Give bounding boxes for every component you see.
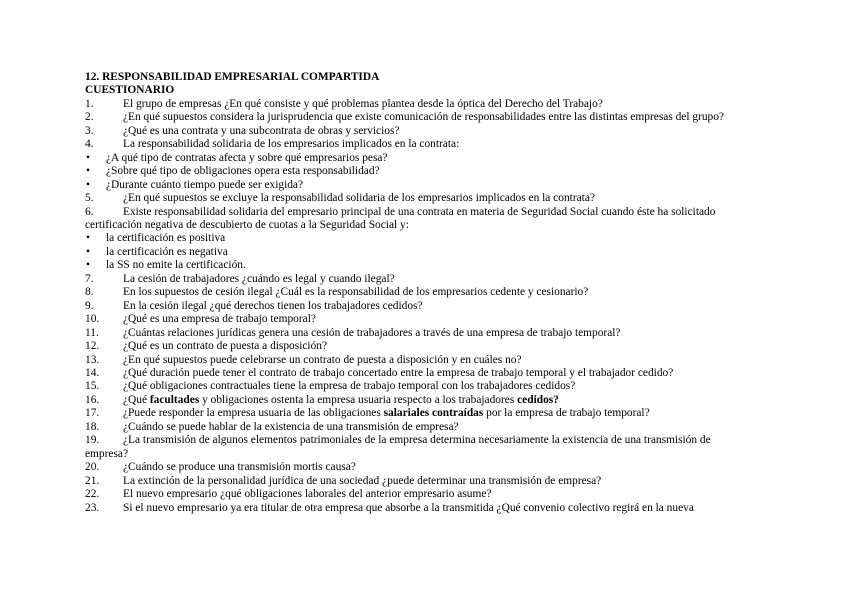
question-1 bbox=[85, 98, 765, 111]
bullet-item bbox=[85, 152, 765, 165]
bullet-text: ¿Durante cuánto tiempo puede ser exigida? bbox=[106, 178, 304, 191]
bullet-item bbox=[85, 165, 765, 178]
question-text: ¿Qué es una contrata y una subcontrata de obras y servicios? bbox=[123, 124, 400, 137]
text-segment: y obligaciones ostenta la empresa usuaria respecto a los trabajadores bbox=[199, 393, 518, 406]
question-text: Si el nuevo empresario ya era titular de otra empresa que absorbe a la transmitida ¿Qué convenio colectivo regirá en la nueva bbox=[123, 501, 694, 514]
text-segment: ¿Puede responder la empresa usuaria de las obligaciones bbox=[123, 407, 384, 420]
question-number: 13. bbox=[85, 353, 100, 366]
question-8 bbox=[85, 286, 765, 299]
question-text: empresa? bbox=[85, 447, 129, 460]
question-3 bbox=[85, 125, 765, 138]
question-number: 12. bbox=[85, 340, 100, 353]
question-text: En los supuestos de cesión ilegal ¿Cuál es la responsabilidad de los empresarios cedente y cesionario? bbox=[123, 286, 589, 299]
bullet-icon: • bbox=[86, 151, 90, 164]
question-9 bbox=[85, 300, 765, 313]
question-18 bbox=[85, 421, 765, 434]
section-heading: 12. RESPONSABILIDAD EMPRESARIAL COMPARTIDA bbox=[85, 71, 380, 83]
question-text: ¿La transmisión de algunos elementos patrimoniales de la empresa determina necesariamente la existencia de una transmisión de bbox=[123, 434, 711, 447]
question-number: 4. bbox=[85, 138, 94, 151]
question-number: 11. bbox=[85, 326, 99, 339]
question-number: 21. bbox=[85, 474, 100, 487]
question-text: ¿Cuándo se puede hablar de la existencia de una transmisión de empresa? bbox=[123, 420, 459, 433]
question-text: ¿En qué supuestos puede celebrarse un contrato de puesta a disposición y en cuáles no? bbox=[123, 353, 522, 366]
question-text bbox=[123, 394, 765, 407]
bullet-text: ¿Sobre qué tipo de obligaciones opera esta responsabilidad? bbox=[106, 165, 380, 178]
question-21 bbox=[85, 475, 765, 488]
question-6 bbox=[85, 206, 765, 219]
question-text: ¿Qué es un contrato de puesta a disposición? bbox=[123, 340, 328, 353]
question-number: 10. bbox=[85, 313, 100, 326]
question-19 bbox=[85, 434, 765, 447]
question-15 bbox=[85, 380, 765, 393]
question-number: 3. bbox=[85, 124, 94, 137]
question-20 bbox=[85, 461, 765, 474]
bold-text: cedidos? bbox=[517, 393, 559, 406]
question-14 bbox=[85, 367, 765, 380]
bold-text: salariales contraídas bbox=[383, 407, 484, 420]
question-text: ¿En qué supuestos considera la jurisprudencia que existe comunicación de responsabilidades entre las distintas empresas del grupo? bbox=[123, 111, 724, 124]
question-text: ¿Qué obligaciones contractuales tiene la empresa de trabajo temporal con los trabajadores cedidos? bbox=[123, 380, 576, 393]
question-text: ¿Qué es una empresa de trabajo temporal? bbox=[123, 313, 316, 326]
question-5 bbox=[85, 192, 765, 205]
question-number: 15. bbox=[85, 380, 100, 393]
bullet-item bbox=[85, 259, 765, 272]
question-number: 20. bbox=[85, 461, 100, 474]
question-number: 23. bbox=[85, 501, 100, 514]
bullet-text: la certificación es negativa bbox=[106, 245, 228, 258]
question-text: La extinción de la personalidad jurídica de una sociedad ¿puede determinar una transmisión de empresa? bbox=[123, 474, 602, 487]
bullet-text: ¿A qué tipo de contratas afecta y sobre qué empresarios pesa? bbox=[106, 151, 388, 164]
question-number: 17. bbox=[85, 407, 100, 420]
question-text: certificación negativa de descubierto de cuotas a la Seguridad Social y: bbox=[85, 218, 409, 231]
question-number: 5. bbox=[85, 192, 94, 205]
question-10 bbox=[85, 313, 765, 326]
question-number: 6. bbox=[85, 205, 94, 218]
question-text: El grupo de empresas ¿En qué consiste y qué problemas plantea desde la óptica del Derecho del Trabajo? bbox=[123, 97, 603, 110]
question-text: ¿Cuántas relaciones jurídicas genera una cesión de trabajadores a través de una empresa de trabajo temporal? bbox=[123, 326, 621, 339]
bullet-icon: • bbox=[86, 245, 90, 258]
question-19-continuation bbox=[85, 448, 765, 461]
bullet-text: la SS no emite la certificación. bbox=[106, 259, 246, 272]
bullet-item bbox=[85, 232, 765, 245]
question-23 bbox=[85, 502, 765, 515]
question-number: 7. bbox=[85, 272, 94, 285]
question-number: 16. bbox=[85, 393, 100, 406]
question-text: ¿Cuándo se produce una transmisión mortis causa? bbox=[123, 461, 356, 474]
text-segment: por la empresa de trabajo temporal? bbox=[483, 407, 650, 420]
questionnaire-heading: CUESTIONARIO bbox=[85, 84, 175, 97]
text-segment: ¿Qué bbox=[123, 393, 150, 406]
question-text: La responsabilidad solidaria de los empresarios implicados en la contrata: bbox=[123, 138, 460, 151]
question-22 bbox=[85, 488, 765, 501]
bullet-text: la certificación es positiva bbox=[106, 232, 226, 245]
question-text: Existe responsabilidad solidaria del empresario principal de una contrata en materia de Seguridad Social cuando éste ha solicitado bbox=[123, 205, 716, 218]
question-text: La cesión de trabajadores ¿cuándo es legal y cuando ilegal? bbox=[123, 272, 395, 285]
bullet-item bbox=[85, 246, 765, 259]
bullet-icon: • bbox=[86, 165, 90, 178]
question-4 bbox=[85, 138, 765, 151]
question-number: 8. bbox=[85, 286, 94, 299]
question-7 bbox=[85, 273, 765, 286]
question-text: ¿Qué duración puede tener el contrato de trabajo concertado entre la empresa de trabajo temporal y el trabajador cedido? bbox=[123, 366, 674, 379]
bullet-icon: • bbox=[86, 259, 90, 272]
question-text: En la cesión ilegal ¿qué derechos tienen los trabajadores cedidos? bbox=[123, 299, 423, 312]
question-12 bbox=[85, 340, 765, 353]
question-text: El nuevo empresario ¿qué obligaciones laborales del anterior empresario asume? bbox=[123, 488, 492, 501]
questionnaire bbox=[85, 71, 765, 515]
question-number: 19. bbox=[85, 434, 100, 447]
question-17 bbox=[85, 407, 765, 420]
question-number: 18. bbox=[85, 420, 100, 433]
question-text: ¿En qué supuestos se excluye la responsabilidad solidaria de los empresarios implicados en la contrata? bbox=[123, 192, 595, 205]
question-13 bbox=[85, 354, 765, 367]
bullet-item bbox=[85, 179, 765, 192]
question-text bbox=[123, 407, 765, 420]
question-number: 2. bbox=[85, 111, 94, 124]
bold-text: facultades bbox=[149, 393, 200, 406]
question-16 bbox=[85, 394, 765, 407]
question-6-continuation bbox=[85, 219, 765, 232]
question-number: 14. bbox=[85, 366, 100, 379]
question-number: 22. bbox=[85, 488, 100, 501]
question-number: 1. bbox=[85, 97, 94, 110]
question-11 bbox=[85, 327, 765, 340]
bullet-icon: • bbox=[86, 178, 90, 191]
question-2 bbox=[85, 111, 765, 124]
question-number: 9. bbox=[85, 299, 94, 312]
bullet-icon: • bbox=[86, 232, 90, 245]
